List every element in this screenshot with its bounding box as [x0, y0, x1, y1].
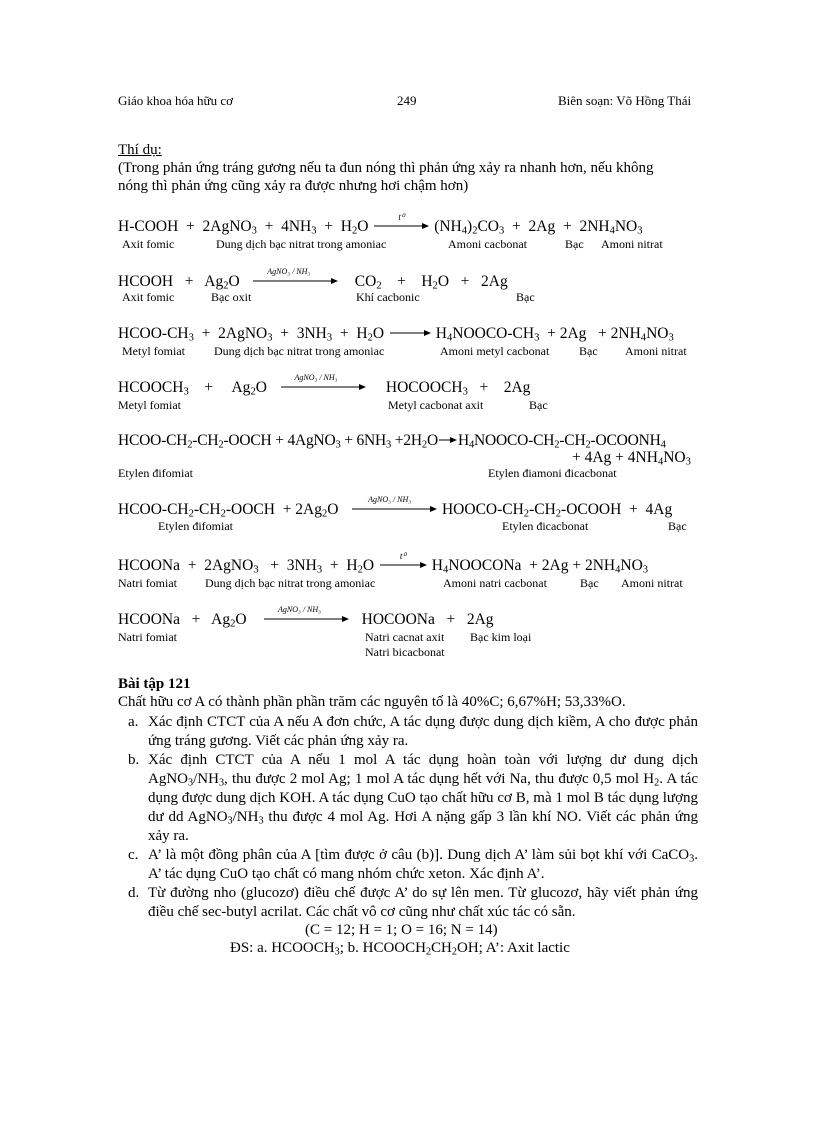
label-khi-cacbonic: Khí cacbonic [356, 290, 420, 304]
label-etylen-difomiat-1: Etylen đifomiat [118, 466, 193, 480]
label-amoni-nitrat-1: Amoni nitrat [601, 237, 663, 251]
label-metyl-cacbonat-axit: Metyl cacbonat axit [388, 398, 484, 412]
catalyst-label: AgNO₃ / NH₃ [278, 605, 321, 614]
heat-arrow [372, 212, 430, 231]
catalyst-arrow [279, 373, 367, 392]
label-amoni-metyl-cacbonat: Amoni metyl cacbonat [440, 344, 550, 358]
label-axit-fomic-1: Axit fomic [122, 237, 175, 251]
atomic-masses: (C = 12; H = 1; O = 16; N = 14) [305, 922, 498, 938]
label-bac-2: Bạc [516, 290, 535, 304]
label-bac-1: Bạc [565, 237, 584, 251]
label-bac-6: Bạc [668, 519, 687, 533]
label-etylen-difomiat-2: Etylen đifomiat [158, 519, 233, 533]
equation-1: H-COOH + 2AgNO$_3$ + $4NH_3 + H_2O$ t⁰ $(NH_4)_2CO_3 + 2Ag + 2NH_4NO_3$ [118, 212, 643, 237]
header-left: Giáo khoa hóa hữu cơ [118, 93, 234, 108]
catalyst-arrow [251, 267, 339, 286]
exercise-item-b: b. Xác định CTCT của A nếu 1 mol A tác dụng hoàn toàn với lượng dư dung dịch $AgNO_3/NH_3$, thu được 2 mol Ag; 1 mol A tác dụng hết với Na, thu được 0,5 mol $H_2$. A tác dụng được dung dịch KOH. A tác dụng CuO tạo chất hữu cơ B, mà 1 mol B tác dụng lượng dư dd $AgNO_3/NH_3$ thu được 4 mol Ag. Hơi A nặng gấp 3 lần khí NO. Viết các phản ứng xảy ra. [128, 752, 698, 844]
answer: ĐS: a. $HCOOCH_3$; b. $HCOOCH_2CH_2OH$; A’: Axit lactic [230, 940, 570, 958]
label-axit-fomic-2: Axit fomic [122, 290, 175, 304]
label-metyl-fomiat-2: Metyl fomiat [118, 398, 181, 412]
example-note-line1: (Trong phản ứng tráng gương nếu ta đun nóng thì phản ứng xảy ra nhanh hơn, nếu không [118, 160, 654, 176]
exercise-item-a [128, 713, 698, 751]
example-note-line2: nóng thì phản ứng cũng xảy ra được nhưng hơi chậm hơn) [118, 178, 469, 194]
equation-5: HCOO-$CH_2-CH_2$-OOCH + 4AgNO$_3$ + $6NH_3 +2H_2O$ $H_4NOOCO-CH_2-CH_2-OCOONH_4$ [118, 432, 666, 451]
exercise-title: Bài tập 121 [118, 676, 191, 692]
item-a-text: Xác định CTCT của A nếu A đơn chức, A tác dụng được dung dịch kiềm, A cho được phản ứng tráng gương. Viết các phản ứng xảy ra. [148, 714, 698, 749]
label-etylen-dicacbonat: Etylen đicacbonat [502, 519, 589, 533]
label-bac-oxit: Bạc oxit [211, 290, 252, 304]
equation-3: HCOO-$CH_3$ + 2AgNO$_3$ + $3NH_3 + H_2O$ $H_4NOOCO-CH_3 + 2Ag + 2NH_4NO_3$ [118, 325, 674, 344]
catalyst-arrow [262, 605, 350, 624]
exercise-item-c: c. A’ là một đồng phân của A [tìm được ở câu (b)]. Dung dịch A’ làm sủi bọt khí với CaCO$_3$. A’ tác dụng CuO tạo chất có mang nhóm chức xeton. Xác định A’. [128, 847, 698, 882]
label-bac-3: Bạc [579, 344, 598, 358]
example-title: Thí dụ: [118, 142, 162, 158]
exercise-item-d: d. Từ đường nho (glucozơ) điều chế được A’ do sự lên men. Từ glucozơ, hãy viết phản ứng điều chế sec-butyl acrilat. Các chất vô cơ cũng như chất xúc tác có sẵn. [128, 885, 698, 920]
label-dd-bac-nitrat-7: Dung dịch bạc nitrat trong amoniac [205, 576, 376, 590]
label-natri-fomiat-2: Natri fomiat [118, 630, 177, 644]
label-dd-bac-nitrat-3: Dung dịch bạc nitrat trong amoniac [214, 344, 385, 358]
equation-7: HCOONa + 2AgNO$_3$ + $3NH_3 + H_2O$ t⁰ $H_4NOOCONa + 2Ag + 2NH_4NO_3$ [118, 551, 649, 576]
catalyst-label: AgNO₃ / NH₃ [368, 495, 412, 504]
label-amoni-cacbonat: Amoni cacbonat [448, 237, 527, 251]
label-bac-7: Bạc [580, 576, 599, 590]
heat-label: t⁰ [398, 212, 405, 222]
item-marker-c: c. [128, 847, 139, 863]
plain-arrow [388, 328, 432, 338]
page-number: 249 [397, 93, 417, 108]
label-amoni-nitrat-3: Amoni nitrat [625, 344, 687, 358]
label-bac-4: Bạc [529, 398, 548, 412]
item-marker-d: d. [128, 885, 140, 901]
label-bac-kim-loai: Bạc kim loại [470, 630, 532, 644]
equation-2: HCOOH + $Ag_2O$ AgNO₃ / NH₃ $CO_2$ + $H_2O + 2Ag$ [118, 267, 508, 292]
label-natri-bicacbonat: Natri bicacbonat [365, 645, 445, 659]
equation-4: $HCOOCH_3$ + $Ag_2O$ AgNO₃ / NH₃ $HOCOOCH_3$ + 2Ag [118, 373, 531, 398]
label-metyl-fomiat-1: Metyl fomiat [122, 344, 185, 358]
label-natri-cacnat-axit: Natri cacnat axit [365, 630, 445, 644]
catalyst-label: AgNO₃ / NH₃ [294, 373, 338, 382]
catalyst-label: AgNO₃ / NH₃ [267, 267, 311, 276]
plain-arrow [438, 435, 458, 445]
header-right: Biên soạn: Võ Hồng Thái [558, 93, 692, 108]
catalyst-arrow [350, 495, 438, 514]
exercise-intro: Chất hữu cơ A có thành phần phần trăm các nguyên tố là 40%C; 6,67%H; 53,33%O. [118, 694, 626, 710]
item-marker-a: a. [128, 714, 139, 730]
equation-5-cont: + $4Ag + 4NH_4NO_3$ [572, 449, 691, 468]
equation-8: HCOONa + $Ag_2O$ AgNO₃ / NH₃ HOCOONa + 2Ag [118, 605, 494, 630]
heat-label: t⁰ [399, 551, 407, 561]
label-etylen-diamoni-dicacbonat: Etylen điamoni đicacbonat [488, 466, 617, 480]
label-amoni-nitrat-7: Amoni nitrat [621, 576, 683, 590]
label-amoni-natri-cacbonat: Amoni natri cacbonat [443, 576, 547, 590]
heat-arrow [378, 551, 428, 570]
label-natri-fomiat-1: Natri fomiat [118, 576, 177, 590]
item-marker-b: b. [128, 752, 140, 768]
label-dd-bac-nitrat-1: Dung dịch bạc nitrat trong amoniac [216, 237, 387, 251]
equation-6: HCOO-$CH_2-CH_2$-OOCH + $2Ag_2O$ AgNO₃ / NH₃ HOOCO-$CH_2-CH_2$-OCOOH + 4Ag [118, 495, 673, 520]
